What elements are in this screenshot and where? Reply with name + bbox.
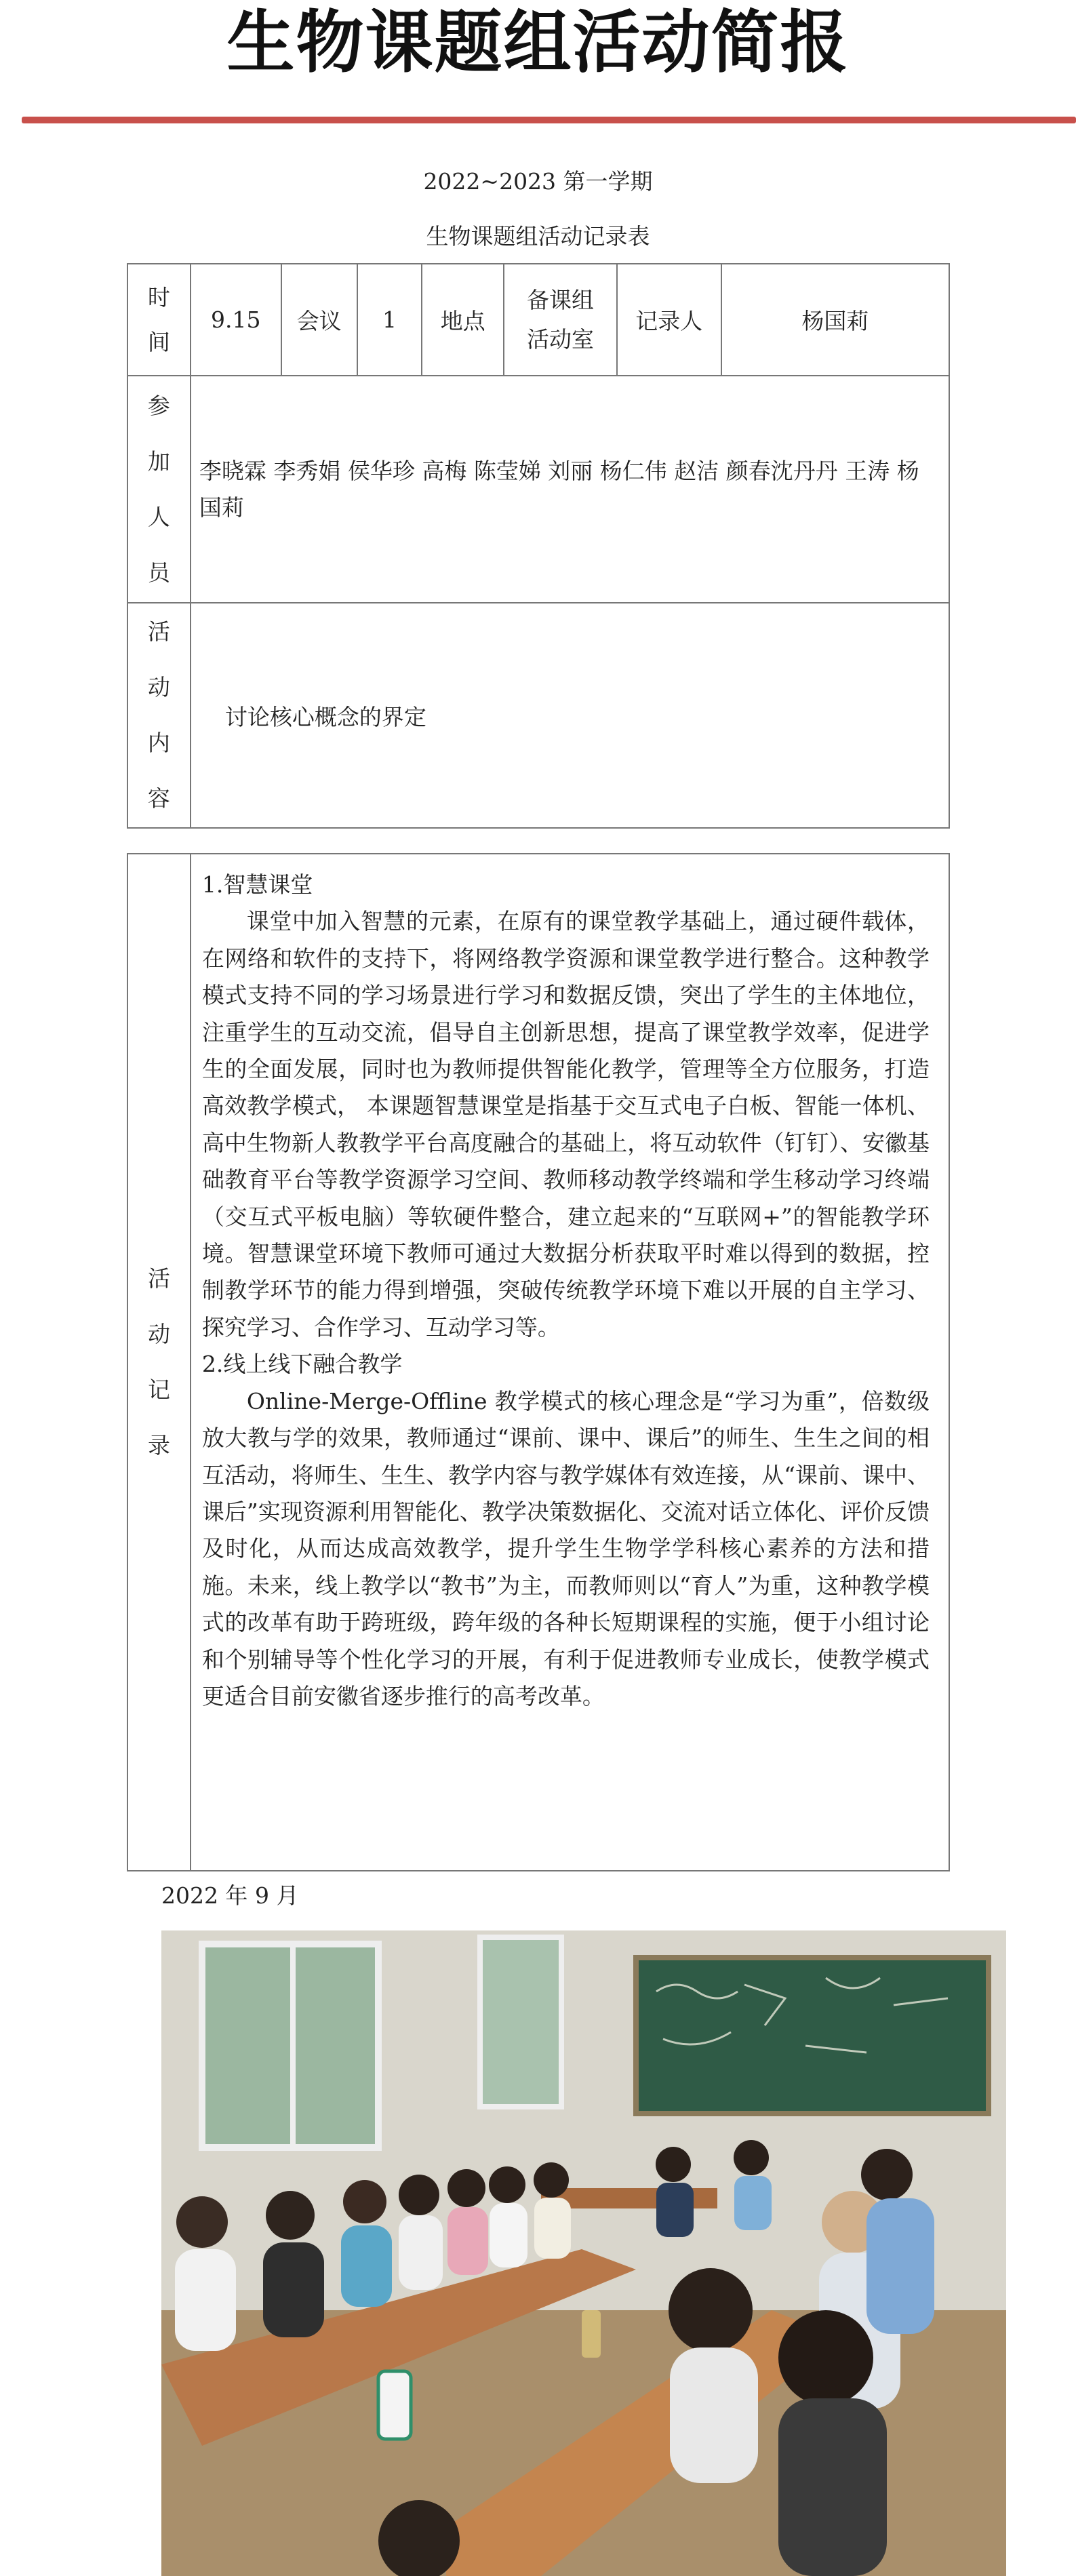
- section2-text: Online-Merge-Offline 教学模式的核心理念是“学习为重”，倍数级放大教与学的效果，教师通过“课前、课中、课后”的师生、生生之间的相互活动，将师生、生生、教学内容与教学媒体有效连接，从“课前、课中、课后”实现资源利用智能化、教学决策数据化、交流对话立体化、评价反馈及时化，从而达成高效教学，提升学生生物学学科核心素养的方法和措施。未来，线上教学以“教书”为主，而教师则以“育人”为重，这种教学模式的改革有助于跨班级，跨年级的各种长短期课程的实施，便于小组讨论和个别辅导等个性化学习的开展，有利于促进教师专业成长，使教学模式更适合目前安徽省逐步推行的高考改革。: [201, 1387, 930, 1709]
- page-title: 生物课题组活动简报: [226, 3, 850, 82]
- activity-record-label: 活动记录: [147, 1265, 170, 1459]
- time-label-cell: [127, 264, 191, 376]
- recorder-label: 记录人: [617, 264, 721, 376]
- title-divider: [22, 117, 1076, 123]
- meeting-photo-illustration: [161, 1930, 1006, 2576]
- participants-label-cell: [127, 376, 191, 603]
- place-value-cell: [504, 264, 617, 376]
- semester-label: 2022~2023 第一学期: [423, 168, 653, 195]
- content-value: 讨论核心概念的界定: [191, 603, 949, 828]
- session-value: 1: [357, 264, 422, 376]
- recorder-value: 杨国莉: [721, 264, 949, 376]
- time-label: 时间: [147, 283, 170, 355]
- meeting-photo: [161, 1930, 1006, 2576]
- activity-record-body: [191, 854, 949, 1871]
- content-label: 活动内容: [147, 618, 170, 812]
- record-table: [127, 263, 950, 829]
- participants-value: 李晓霖 李秀娟 侯华珍 高梅 陈莹娣 刘丽 杨仁伟 赵洁 颜春沈丹丹 王涛 杨国莉: [191, 376, 949, 603]
- activity-record-table: [127, 853, 950, 1871]
- place-value: 备课组活动室: [527, 286, 595, 353]
- section1-title: 1.智慧课堂: [201, 871, 313, 898]
- place-label: 地点: [422, 264, 504, 376]
- date-value: 9.15: [191, 264, 281, 376]
- table-title: 生物课题组活动记录表: [426, 223, 650, 250]
- content-label-cell: [127, 603, 191, 828]
- section2-title: 2.线上线下融合教学: [201, 1351, 403, 1378]
- section1-text: 课堂中加入智慧的元素，在原有的课堂教学基础上，通过硬件载体，在网络和软件的支持下，将网络教学资源和课堂教学进行整合。这种教学模式支持不同的学习场景进行学习和数据反馈，突出了学生的主体地位，注重学生的互动交流，倡导自主创新思想，提高了课堂教学效率，促进学生的全面发展，同时也为教师提供智能化教学，管理等全方位服务，打造高效教学模式， 本课题智慧课堂是指基于交互式电子白板、智能一体机、高中生物新人教教学平台高度融合的基础上，将互动软件（钉钉）、安徽基础教育平台等教学资源学习空间、教师移动教学终端和学生移动学习终端（交互式平板电脑）等软硬件整合，建立起来的“互联网+”的智能教学环境。智慧课堂环境下教师可通过大数据分析获取平时难以得到的数据，控制教学环节的能力得到增强，突破传统教学环境下难以开展的自主学习、探究学习、合作学习、互动学习等。: [201, 908, 930, 1341]
- report-date: 2022 年 9 月: [161, 1882, 299, 1909]
- participants-label: 参加人员: [147, 392, 170, 586]
- type-value: 会议: [281, 264, 357, 376]
- activity-record-label-cell: [127, 854, 191, 1871]
